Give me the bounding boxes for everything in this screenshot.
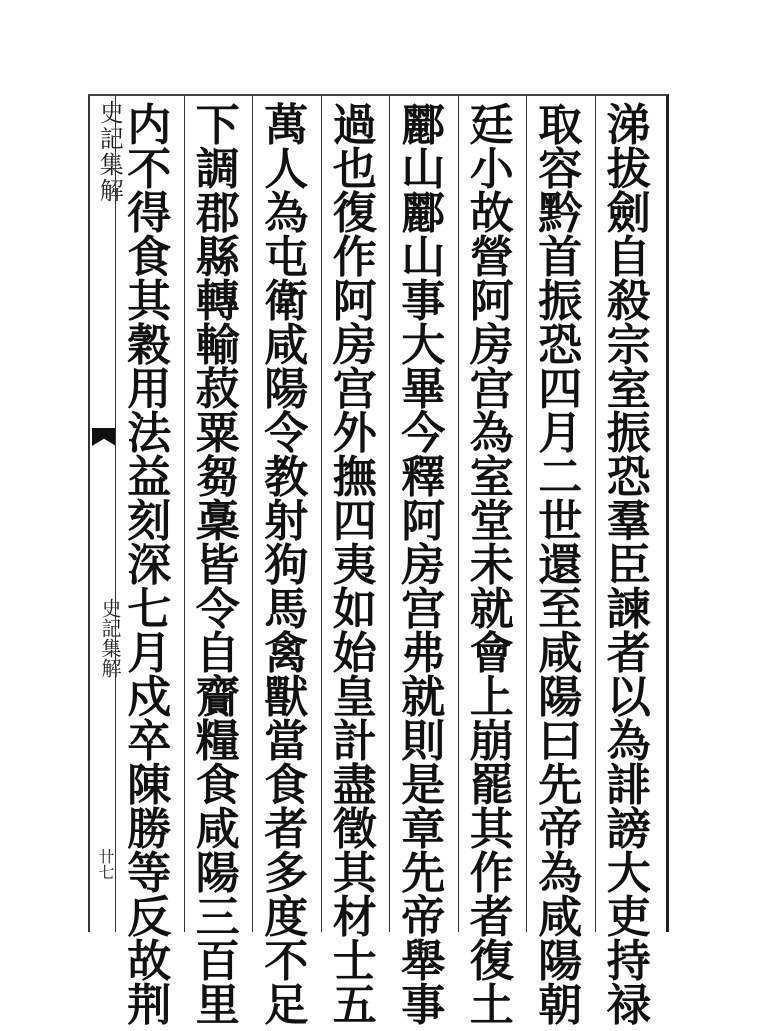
- character: 月: [127, 628, 172, 679]
- character: 自: [606, 232, 651, 283]
- character: 芻: [195, 452, 240, 503]
- character: 卒: [127, 716, 172, 767]
- character: 荆: [127, 980, 172, 1031]
- character: 舉: [401, 936, 446, 987]
- character: 朝: [538, 980, 583, 1031]
- character: 以: [606, 672, 651, 723]
- character: 令: [264, 408, 309, 459]
- character: 人: [264, 144, 309, 195]
- character: 二: [538, 452, 583, 503]
- character: 徵: [332, 804, 377, 855]
- character: 曰: [538, 716, 583, 767]
- column-rule: [389, 96, 390, 932]
- margin-header: 史記集解: [95, 100, 124, 204]
- character: 容: [538, 144, 583, 195]
- character: 恐: [606, 452, 651, 503]
- character: 咸: [195, 804, 240, 855]
- character: 首: [538, 232, 583, 283]
- character: 調: [195, 144, 240, 195]
- character: 自: [195, 628, 240, 679]
- character: 先: [401, 848, 446, 899]
- character: 誹: [606, 760, 651, 811]
- character: 令: [195, 584, 240, 635]
- character: 皇: [332, 672, 377, 723]
- character: 不: [127, 144, 172, 195]
- character: 里: [195, 980, 240, 1031]
- character: 世: [538, 496, 583, 547]
- character: 未: [469, 540, 514, 591]
- character: 為: [538, 848, 583, 899]
- character: 四: [332, 496, 377, 547]
- character: 多: [264, 848, 309, 899]
- character: 衛: [264, 276, 309, 327]
- character: 粟: [195, 408, 240, 459]
- character: 營: [469, 232, 514, 283]
- character: 室: [606, 364, 651, 415]
- character: 戍: [127, 672, 172, 723]
- character: 外: [332, 408, 377, 459]
- character: 土: [469, 980, 514, 1031]
- character: 七: [127, 584, 172, 635]
- character: 劍: [606, 188, 651, 239]
- character: 内: [127, 100, 172, 151]
- character: 足: [264, 980, 309, 1031]
- character: 四: [538, 364, 583, 415]
- character: 故: [469, 188, 514, 239]
- character: 馬: [264, 584, 309, 635]
- character: 獸: [264, 672, 309, 723]
- character: 陽: [264, 364, 309, 415]
- character: 陳: [127, 760, 172, 811]
- text-column: [465, 100, 519, 1031]
- character: 上: [469, 672, 514, 723]
- character: 者: [469, 892, 514, 943]
- character: 撫: [332, 452, 377, 503]
- text-column: [122, 100, 176, 1031]
- character: 禽: [264, 628, 309, 679]
- character: 士: [332, 936, 377, 987]
- character: 持: [606, 936, 651, 987]
- character: 宫: [469, 364, 514, 415]
- character: 酈: [401, 188, 446, 239]
- character: 輸: [195, 320, 240, 371]
- character: 山: [401, 232, 446, 283]
- character: 稾: [195, 496, 240, 547]
- character: 作: [469, 848, 514, 899]
- character: 百: [195, 936, 240, 987]
- character: 宫: [332, 364, 377, 415]
- character: 為: [469, 408, 514, 459]
- character: 教: [264, 452, 309, 503]
- character: 為: [606, 716, 651, 767]
- character: 振: [538, 276, 583, 327]
- character: 室: [469, 452, 514, 503]
- character: 郡: [195, 188, 240, 239]
- character: 就: [401, 672, 446, 723]
- column-rule: [458, 96, 459, 932]
- character: 穀: [127, 320, 172, 371]
- character: 臣: [606, 540, 651, 591]
- character: 三: [195, 892, 240, 943]
- fishtail-mark-icon: [92, 428, 116, 446]
- text-column: [259, 100, 313, 1031]
- character: 廷: [469, 100, 514, 151]
- character: 恐: [538, 320, 583, 371]
- character: 事: [401, 980, 446, 1031]
- character: 取: [538, 100, 583, 151]
- character: 用: [127, 364, 172, 415]
- character: 會: [469, 628, 514, 679]
- character: 齎: [195, 672, 240, 723]
- character: 食: [195, 760, 240, 811]
- character: 諫: [606, 584, 651, 635]
- character: 殺: [606, 276, 651, 327]
- character: 釋: [401, 452, 446, 503]
- text-column: [396, 100, 450, 1031]
- column-rule: [115, 96, 116, 932]
- character: 食: [127, 232, 172, 283]
- character: 轉: [195, 276, 240, 327]
- character: 拔: [606, 144, 651, 195]
- character: 者: [606, 628, 651, 679]
- character: 等: [127, 848, 172, 899]
- text-column: [328, 100, 382, 1031]
- character: 其: [469, 804, 514, 855]
- character: 也: [332, 144, 377, 195]
- character: 謗: [606, 804, 651, 855]
- character: 阿: [332, 276, 377, 327]
- character: 還: [538, 540, 583, 591]
- text-column: [191, 100, 245, 1031]
- character: 度: [264, 892, 309, 943]
- character: 材: [332, 892, 377, 943]
- character: 為: [264, 188, 309, 239]
- character: 房: [332, 320, 377, 371]
- character: 陽: [538, 672, 583, 723]
- character: 帝: [538, 804, 583, 855]
- character: 咸: [538, 628, 583, 679]
- character: 食: [264, 760, 309, 811]
- character: 房: [401, 540, 446, 591]
- character: 阿: [469, 276, 514, 327]
- margin-book-title: 史記集解: [98, 598, 122, 678]
- character: 深: [127, 540, 172, 591]
- character: 涕: [606, 100, 651, 151]
- character: 屯: [264, 232, 309, 283]
- character: 禄: [606, 980, 651, 1031]
- character: 是: [401, 760, 446, 811]
- text-column: [533, 100, 587, 1031]
- character: 酈: [401, 100, 446, 151]
- character: 弗: [401, 628, 446, 679]
- character: 罷: [469, 760, 514, 811]
- character: 阿: [401, 496, 446, 547]
- character: 狗: [264, 540, 309, 591]
- character: 計: [332, 716, 377, 767]
- book-page: [88, 94, 669, 1031]
- character: 刻: [127, 496, 172, 547]
- character: 事: [401, 276, 446, 327]
- character: 大: [401, 320, 446, 371]
- character: 月: [538, 408, 583, 459]
- character: 夷: [332, 540, 377, 591]
- character: 射: [264, 496, 309, 547]
- character: 益: [127, 452, 172, 503]
- character: 當: [264, 716, 309, 767]
- character: 振: [606, 408, 651, 459]
- character: 五: [332, 980, 377, 1031]
- character: 不: [264, 936, 309, 987]
- character: 山: [401, 144, 446, 195]
- character: 過: [332, 100, 377, 151]
- character: 皆: [195, 540, 240, 591]
- character: 如: [332, 584, 377, 635]
- character: 宗: [606, 320, 651, 371]
- character: 就: [469, 584, 514, 635]
- character: 復: [469, 936, 514, 987]
- character: 則: [401, 716, 446, 767]
- character: 咸: [538, 892, 583, 943]
- column-rule: [595, 96, 596, 932]
- text-column: [602, 100, 656, 1031]
- character: 房: [469, 320, 514, 371]
- character: 復: [332, 188, 377, 239]
- character: 其: [332, 848, 377, 899]
- column-rule: [184, 96, 185, 932]
- character: 小: [469, 144, 514, 195]
- character: 羣: [606, 496, 651, 547]
- column-rule: [252, 96, 253, 932]
- character: 作: [332, 232, 377, 283]
- character: 黔: [538, 188, 583, 239]
- character: 堂: [469, 496, 514, 547]
- character: 至: [538, 584, 583, 635]
- character: 盡: [332, 760, 377, 811]
- character: 縣: [195, 232, 240, 283]
- character: 萬: [264, 100, 309, 151]
- character: 始: [332, 628, 377, 679]
- character: 帝: [401, 892, 446, 943]
- margin-page-number: 卄七: [96, 848, 115, 880]
- character: 其: [127, 276, 172, 327]
- character: 陽: [538, 936, 583, 987]
- character: 今: [401, 408, 446, 459]
- character: 故: [127, 936, 172, 987]
- character: 畢: [401, 364, 446, 415]
- column-rule: [321, 96, 322, 932]
- character: 下: [195, 100, 240, 151]
- character: 反: [127, 892, 172, 943]
- character: 勝: [127, 804, 172, 855]
- character: 崩: [469, 716, 514, 767]
- character: 得: [127, 188, 172, 239]
- character: 大: [606, 848, 651, 899]
- character: 宫: [401, 584, 446, 635]
- character: 先: [538, 760, 583, 811]
- character: 糧: [195, 716, 240, 767]
- character: 法: [127, 408, 172, 459]
- character: 吏: [606, 892, 651, 943]
- character: 章: [401, 804, 446, 855]
- column-rule: [526, 96, 527, 932]
- character: 菽: [195, 364, 240, 415]
- character: 陽: [195, 848, 240, 899]
- character: 者: [264, 804, 309, 855]
- character: 咸: [264, 320, 309, 371]
